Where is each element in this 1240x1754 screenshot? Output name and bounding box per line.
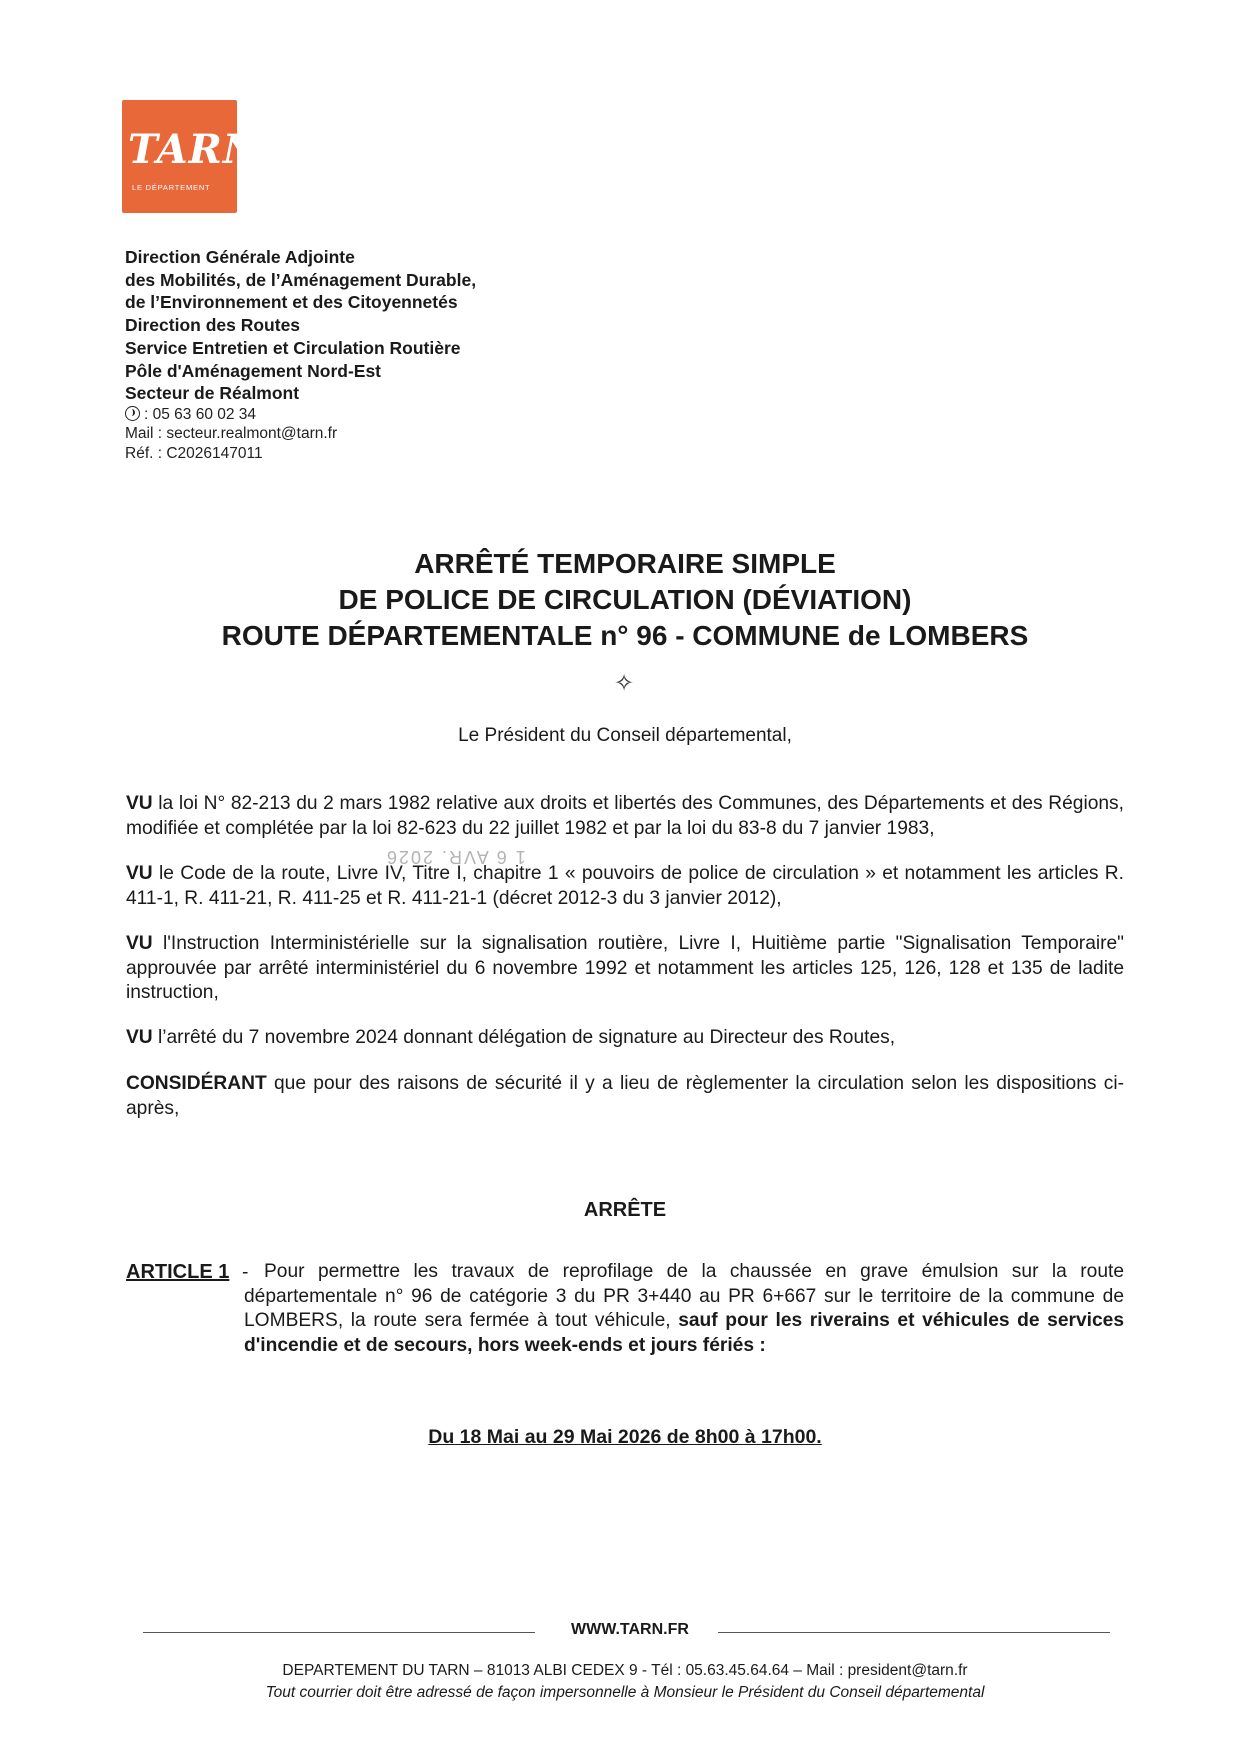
footer-rule-right [718, 1632, 1110, 1633]
sender-line: Service Entretien et Circulation Routière [125, 337, 461, 358]
tarn-logo [122, 100, 261, 213]
sender-line: de l’Environnement et des Citoyennetés [125, 292, 458, 313]
considerant-4: VU l’arrêté du 7 novembre 2024 donnant délégation de signature au Directeur des Routes, [126, 1027, 896, 1048]
footer-address: DEPARTEMENT DU TARN – 81013 ALBI CEDEX 9 - Tél : 05.63.45.64.64 – Mail : president@tarn.fr [282, 1662, 968, 1679]
sender-ref: Réf. : C2026147011 [125, 444, 263, 462]
sender-phone: : 05 63 60 02 34 [125, 405, 725, 425]
article-text: Pour permettre les travaux de reprofilage de la chaussée en grave émulsion sur la route départementale n° 96 de catégorie 3 du PR 3+440 au PR 6+667 sur le territoire de la commune de LOMBERS, la route sera fermée à tout véhicule, sauf pour les riverains et véhicules de services d'incendie et de secours, hors week-ends et jours fériés : [244, 1261, 1124, 1356]
sender-mail: Mail : secteur.realmont@tarn.fr [125, 425, 338, 443]
considerant-3: VU l'Instruction Interministérielle sur la signalisation routière, Livre I, Huitième partie "Signalisation Temporaire" approuvée par arrêté interministériel du 6 novembre 1992 et notamment les articles 125, 126, 128 et 135 de ladite instruction, [126, 933, 1124, 1003]
title-line-1: ARRÊTÉ TEMPORAIRE SIMPLE [414, 548, 836, 579]
phone-icon [125, 406, 140, 421]
document-title [120, 546, 1130, 654]
sender-line: Direction Générale Adjointe [125, 247, 355, 267]
title-line-3: ROUTE DÉPARTEMENTALE n° 96 - COMMUNE de LOMBERS [221, 620, 1029, 651]
considerant-2: VU le Code de la route, Livre IV, Titre I, chapitre 1 « pouvoirs de police de circulation » et notamment les articles R. 411-1, R. 411-21, R. 411-25 et R. 411-21-1 (décret 2012-3 du 3 janvier 2012), [126, 863, 1124, 909]
footer-website[interactable]: WWW.TARN.FR [571, 1621, 689, 1638]
logo-wordmark: TARN [128, 126, 261, 173]
sender-block [125, 246, 725, 463]
article-label: ARTICLE 1 [126, 1261, 230, 1283]
considerant-1: VU la loi N° 82-213 du 2 mars 1982 relative aux droits et libertés des Communes, des Départements et des Régions, modifiée et complétée par la loi 82-623 du 22 juillet 1982 et par la loi du 83-8 du 7 janvier 1983, [126, 793, 1124, 839]
sender-line: Secteur de Réalmont [125, 383, 300, 404]
article-dash: - [242, 1262, 249, 1283]
sender-line: des Mobilités, de l’Aménagement Durable, [125, 269, 477, 290]
sender-line: Pôle d'Aménagement Nord-Est [125, 360, 382, 381]
footer-note: Tout courrier doit être adressé de façon impersonnelle à Monsieur le Président du Conseil départemental [265, 1684, 985, 1701]
arrete-heading: ARRÊTE [583, 1199, 667, 1221]
received-stamp: 1 6 AVR. 2026 [385, 847, 526, 867]
logo-subtitle: LE DÉPARTEMENT [132, 183, 211, 192]
footer-rule-left [143, 1632, 535, 1633]
closure-dates: Du 18 Mai au 29 Mai 2026 de 8h00 à 17h00. [428, 1426, 822, 1448]
star-ornament-icon: ✧ [614, 670, 635, 697]
considerant-5: CONSIDÉRANT que pour des raisons de sécurité il y a lieu de règlementer la circulation selon les dispositions ci-après, [126, 1073, 1124, 1119]
title-line-2: DE POLICE DE CIRCULATION (DÉVIATION) [338, 584, 912, 615]
president-line: Le Président du Conseil départemental, [458, 725, 792, 746]
sender-line: Direction des Routes [125, 315, 301, 336]
